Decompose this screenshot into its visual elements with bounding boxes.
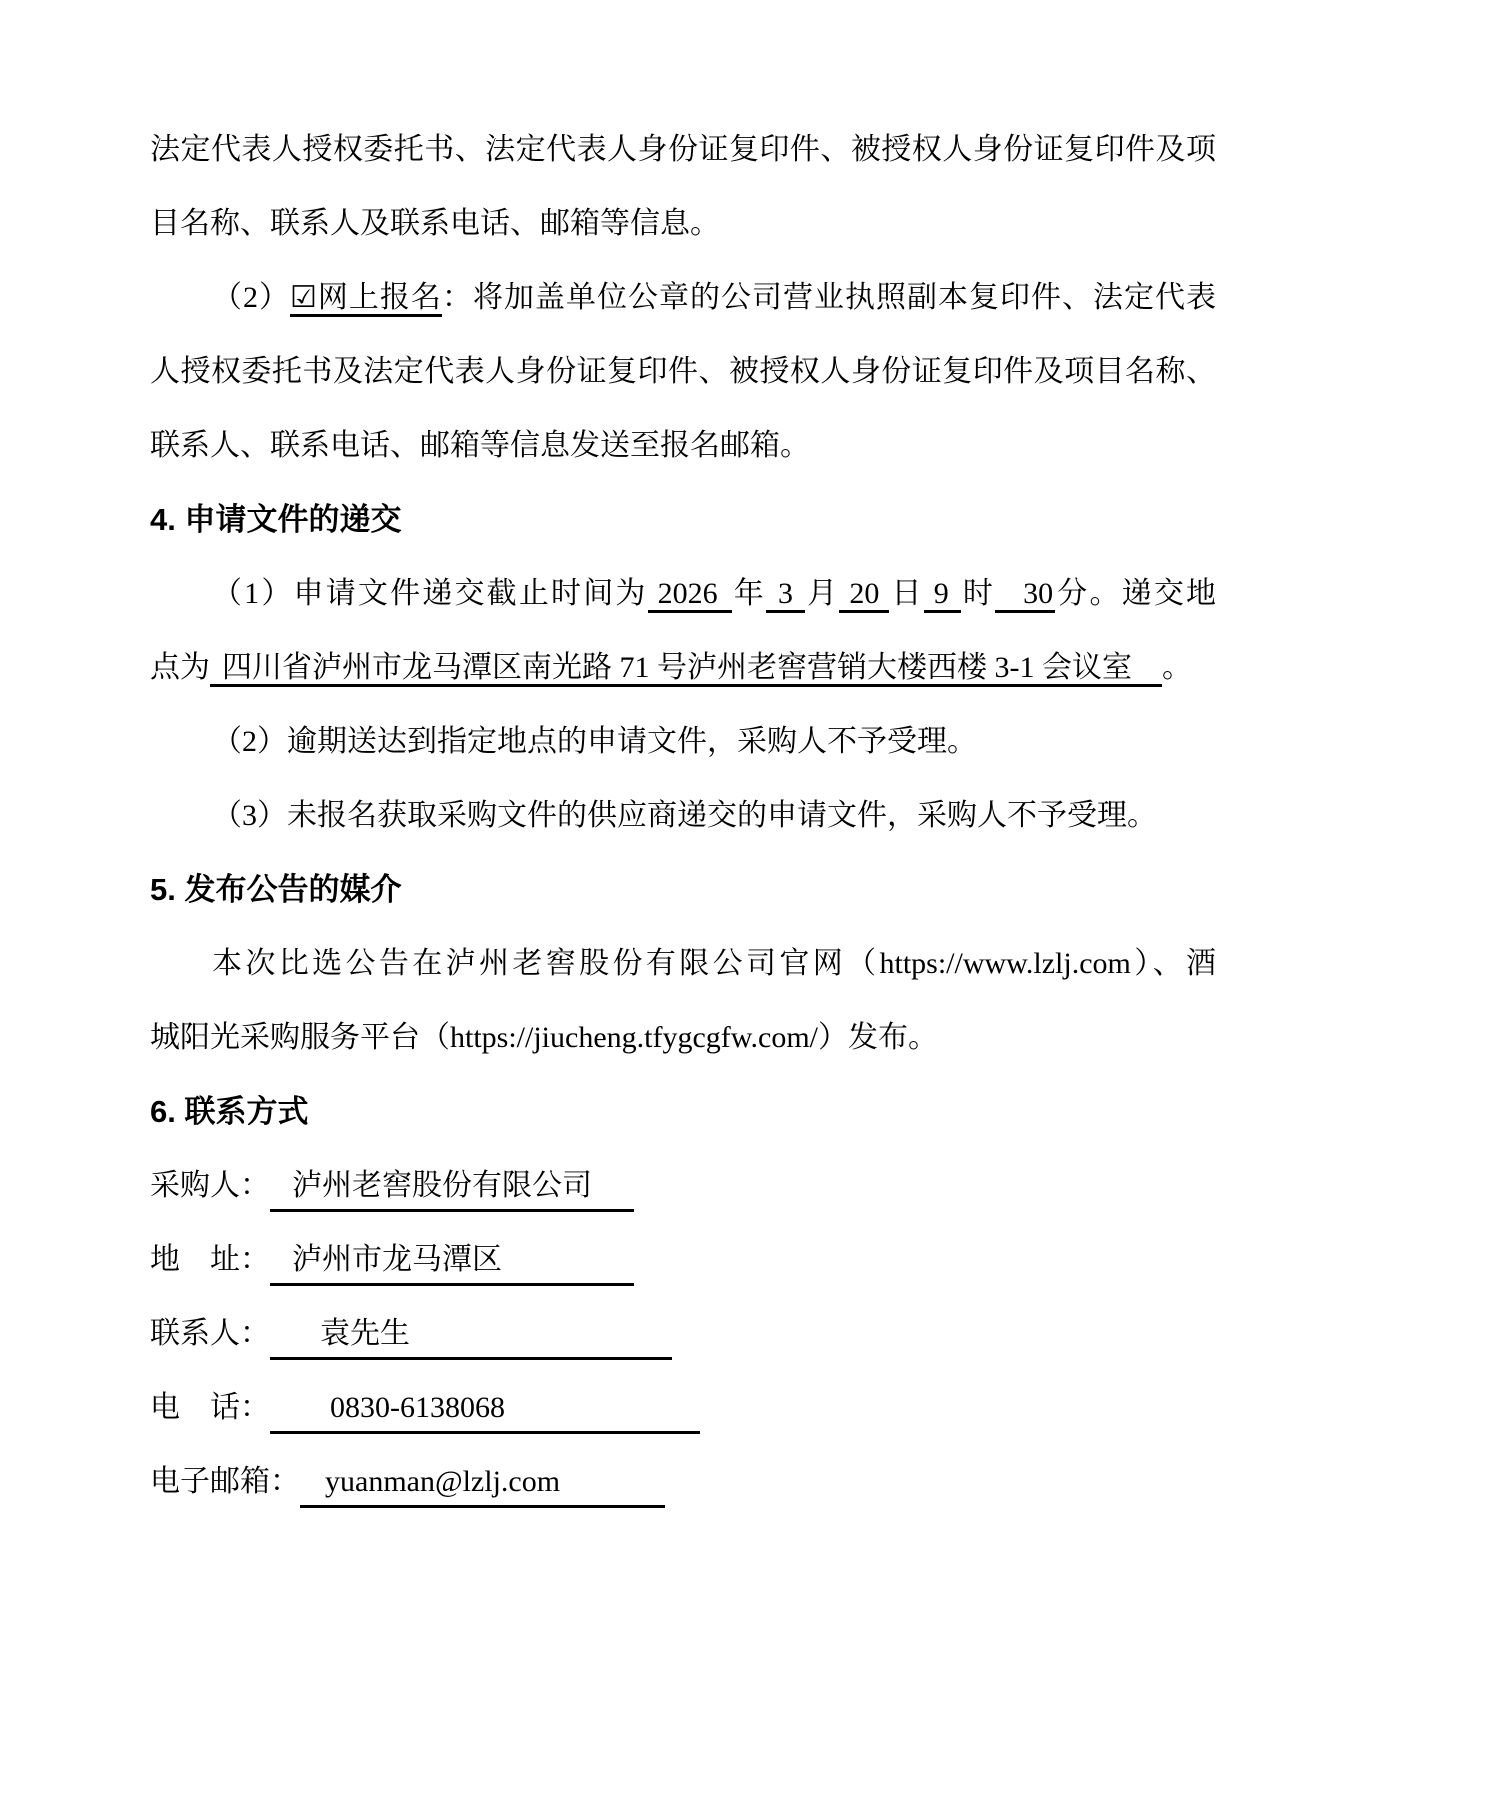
section-6-heading bbox=[150, 1075, 1216, 1149]
text-run: ：将加盖单位公章的公司营业执照副本复印件、法定代表 bbox=[441, 281, 1217, 314]
contact-person-value: 袁先生 bbox=[270, 1311, 672, 1360]
online-registration-line-3 bbox=[150, 409, 1216, 483]
online-registration-line-2 bbox=[150, 335, 1216, 409]
purchaser-value: 泸州老窖股份有限公司 bbox=[270, 1163, 634, 1212]
text-run: 。 bbox=[1162, 651, 1192, 684]
submission-deadline-line bbox=[150, 557, 1216, 631]
deadline-day-value: 20 bbox=[839, 577, 889, 613]
text-run: 目名称、联系人及联系电话、邮箱等信息。 bbox=[150, 207, 720, 240]
announcement-media-line-1 bbox=[150, 927, 1216, 1001]
deadline-hour-value: 9 bbox=[924, 577, 961, 613]
text-run: （2） bbox=[212, 281, 291, 314]
text-run: 年 bbox=[731, 577, 766, 610]
online-registration-line-1 bbox=[150, 261, 1216, 335]
text-run: 人授权委托书及法定代表人身份证复印件、被授权人身份证复印件及项目名称、 bbox=[150, 355, 1216, 388]
checkbox-checked-icon: ☑ bbox=[290, 281, 317, 317]
text-run: 5. 发布公告的媒介 bbox=[150, 872, 402, 907]
email-value: yuanman@lzlj.com bbox=[300, 1459, 665, 1508]
document-content bbox=[150, 0, 1216, 1519]
address-label: 地 址： bbox=[150, 1243, 270, 1276]
address-value: 泸州市龙马潭区 bbox=[270, 1237, 634, 1286]
text-run: 城阳光采购服务平台（https://jiucheng.tfygcgfw.com/）发布。 bbox=[150, 1021, 938, 1054]
purchaser-label: 采购人： bbox=[150, 1169, 270, 1202]
email-row bbox=[150, 1445, 1216, 1519]
text-run: 日 bbox=[889, 577, 924, 610]
contact-person-row bbox=[150, 1297, 1216, 1371]
contact-person-label: 联系人： bbox=[150, 1317, 270, 1350]
online-registration-label: 网上报名 bbox=[317, 281, 442, 317]
body-line-authorization-2 bbox=[150, 187, 1216, 261]
section-4-heading bbox=[150, 483, 1216, 557]
text-run: 时 bbox=[960, 577, 996, 610]
text-run: （2）逾期送达到指定地点的申请文件，采购人不予受理。 bbox=[212, 725, 977, 758]
body-line-authorization-1 bbox=[150, 113, 1216, 187]
deadline-month-value: 3 bbox=[766, 577, 805, 613]
section-5-heading bbox=[150, 853, 1216, 927]
delivery-address-value: 四川省泸州市龙马潭区南光路 71 号泸州老窖营销大楼西楼 3-1 会议室 bbox=[210, 651, 1162, 687]
delivery-address-line bbox=[150, 631, 1216, 705]
deadline-year-value: 2026 bbox=[648, 577, 732, 613]
phone-label: 电 话： bbox=[150, 1391, 270, 1424]
text-run: 本次比选公告在泸州老窖股份有限公司官网（https://www.lzlj.com）、酒 bbox=[212, 947, 1216, 980]
deadline-minute-value: 30 bbox=[995, 577, 1055, 613]
text-run: 月 bbox=[804, 577, 840, 610]
phone-row bbox=[150, 1371, 1216, 1445]
text-run: 联系人、联系电话、邮箱等信息发送至报名邮箱。 bbox=[150, 429, 810, 462]
late-delivery-rule-line bbox=[150, 705, 1216, 779]
text-run: 4. 申请文件的递交 bbox=[150, 502, 402, 537]
text-run: 点为 bbox=[150, 651, 210, 684]
purchaser-row bbox=[150, 1149, 1216, 1223]
address-row bbox=[150, 1223, 1216, 1297]
text-run: 分。递交地 bbox=[1055, 577, 1217, 610]
phone-value: 0830-6138068 bbox=[270, 1385, 700, 1434]
email-label: 电子邮箱： bbox=[150, 1465, 300, 1498]
text-run: （3）未报名获取采购文件的供应商递交的申请文件，采购人不予受理。 bbox=[212, 799, 1157, 832]
no-registration-rule-line bbox=[150, 779, 1216, 853]
text-run: 6. 联系方式 bbox=[150, 1094, 309, 1129]
text-run: 法定代表人授权委托书、法定代表人身份证复印件、被授权人身份证复印件及项 bbox=[150, 133, 1216, 166]
text-run: （1）申请文件递交截止时间为 bbox=[212, 577, 648, 610]
announcement-media-line-2 bbox=[150, 1001, 1216, 1075]
